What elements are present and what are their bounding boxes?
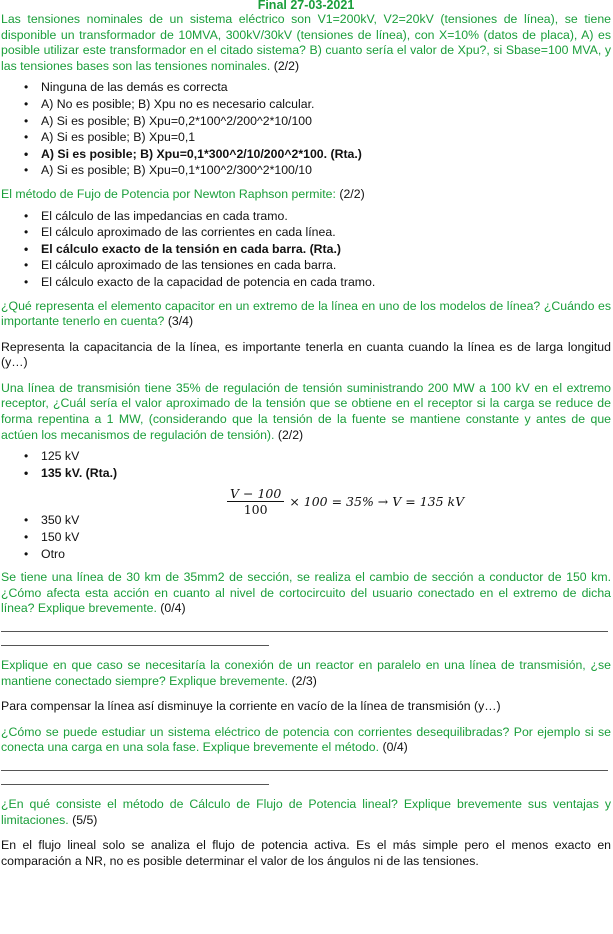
option: • Otro <box>41 546 611 563</box>
question-3-text: ¿Qué representa el elemento capacitor en un extremo de la línea en uno de los modelos de línea? ¿Cuándo es importante tenerlo en cuenta? <box>1 298 611 329</box>
question-4-text: Una línea de transmisión tiene 35% de regulación de tensión suministrando 200 MW a 100 kV en el extremo receptor, ¿Cuál sería el valor aproximado de la tensión que se obtiene en el receptor si la carga se reduce de forma repentina a 1 MW, (considerando que la tensión de la fuente se mantiene constante y antes de que actúen los mecanismos de regulación de tensión). <box>1 380 611 442</box>
question-2-score: (2/2) <box>339 186 365 201</box>
question-7 <box>1 725 611 756</box>
question-5-text: Se tiene una línea de 30 km de 35mm2 de sección, se realiza el cambio de sección a conductor de 150 km. ¿Cómo afecta esta acción en cuanto al nivel de cortocircuito del usuario conectado en el extremo de dicha línea? Explique brevemente. <box>1 570 611 616</box>
option: • El cálculo aproximado de las tensiones en cada barra. <box>41 257 611 274</box>
option: • 150 kV <box>41 529 611 546</box>
option: • A) Si es posible; B) Xpu=0,2*100^2/200^2*10/100 <box>41 113 611 130</box>
question-1-score: (2/2) <box>273 58 300 73</box>
blank-answer-line <box>1 631 608 632</box>
question-3 <box>1 299 611 330</box>
question-5 <box>1 570 611 617</box>
option: • El cálculo aproximado de las corrientes en cada línea. <box>41 224 611 241</box>
question-2-options <box>1 208 611 291</box>
question-6-score: (2/3) <box>291 673 317 688</box>
question-5-score: (0/4) <box>160 601 186 616</box>
question-4-options <box>1 448 611 481</box>
option: • El cálculo de las impedancias en cada tramo. <box>41 208 611 225</box>
formula-rest: × 100 = 35% → V = 135 kV <box>289 494 465 510</box>
option-correct: • 135 kV. (Rta.) <box>41 465 611 482</box>
formula-block <box>1 481 611 518</box>
question-8-score: (5/5) <box>72 812 98 827</box>
question-8 <box>1 797 611 828</box>
question-3-answer: Representa la capacitancia de la línea, es importante tenerla en cuanta cuando la línea es de larga longitud (y…) <box>1 339 611 370</box>
question-4-options-more <box>1 512 611 562</box>
question-8-answer: En el flujo lineal solo se analiza el flujo de potencia activa. Es el más simple pero el menos exacto en comparación a NR, no es posible determinar el valor de los ángulos ni de las tensiones. <box>1 838 611 868</box>
question-1-options <box>1 79 611 179</box>
option: • A) No es posible; B) Xpu no es necesario calcular. <box>41 96 611 113</box>
question-6-answer: Para compensar la línea así disminuye la corriente en vacío de la línea de transmisión (y…) <box>1 699 501 714</box>
option-correct: • A) Si es posible; B) Xpu=0,1*300^2/10/200^2*100. (Rta.) <box>41 146 611 163</box>
question-8-text: ¿En qué consiste el método de Cálculo de Flujo de Potencia lineal? Explique brevemente sus ventajas y limitaciones. <box>1 796 611 827</box>
option: • 125 kV <box>41 448 611 465</box>
page-title: Final 27-03-2021 <box>257 0 355 12</box>
question-7-score: (0/4) <box>382 740 408 755</box>
question-2 <box>1 187 611 203</box>
question-1-text: Las tensiones nominales de un sistema eléctrico son V1=200kV, V2=20kV (tensiones de línea), se tiene disponible un transformador de 10MVA, 300kV/30kV (tensiones de línea), con X=10% (datos de placa), A) es posible utilizar este transformador en el citado sistema? B) cuanto sería el valor de Xpu?, si Sbase=100 MVA, y las tensiones bases son las tensiones nominales. <box>1 12 611 73</box>
question-6 <box>1 658 611 689</box>
formula-denominator: 100 <box>243 502 268 518</box>
blank-answer-line <box>1 645 269 646</box>
question-7-text: ¿Cómo se puede estudiar un sistema eléctrico de potencia con corrientes desequilibradas? Por ejemplo si se conecta una carga en una sola fase. Explique brevemente el método. <box>1 724 611 755</box>
question-1 <box>1 12 611 74</box>
question-6-text: Explique en que caso se necesitaría la conexión de un reactor en paralelo en una línea de transmisión, ¿se mantiene conectado siempre? Explique brevemente. <box>1 658 611 688</box>
question-4-score: (2/2) <box>277 427 304 442</box>
option-correct: • El cálculo exacto de la tensión en cada barra. (Rta.) <box>41 241 611 258</box>
option: • El cálculo exacto de la capacidad de potencia en cada tramo. <box>41 274 611 291</box>
option: • A) Si es posible; B) Xpu=0,1*100^2/300^2*100/10 <box>41 162 611 179</box>
blank-answer-line <box>1 770 608 771</box>
option: • Ninguna de las demás es correcta <box>41 79 611 96</box>
question-2-text: El método de Fujo de Potencia por Newton Raphson permite: <box>1 186 336 201</box>
question-4 <box>1 381 611 443</box>
option: • 350 kV <box>41 512 611 529</box>
blank-answer-line <box>1 784 269 785</box>
question-3-score: (3/4) <box>167 314 194 329</box>
formula-numerator: V − 100 <box>227 486 284 502</box>
option: • A) Si es posible; B) Xpu=0,1 <box>41 129 611 146</box>
